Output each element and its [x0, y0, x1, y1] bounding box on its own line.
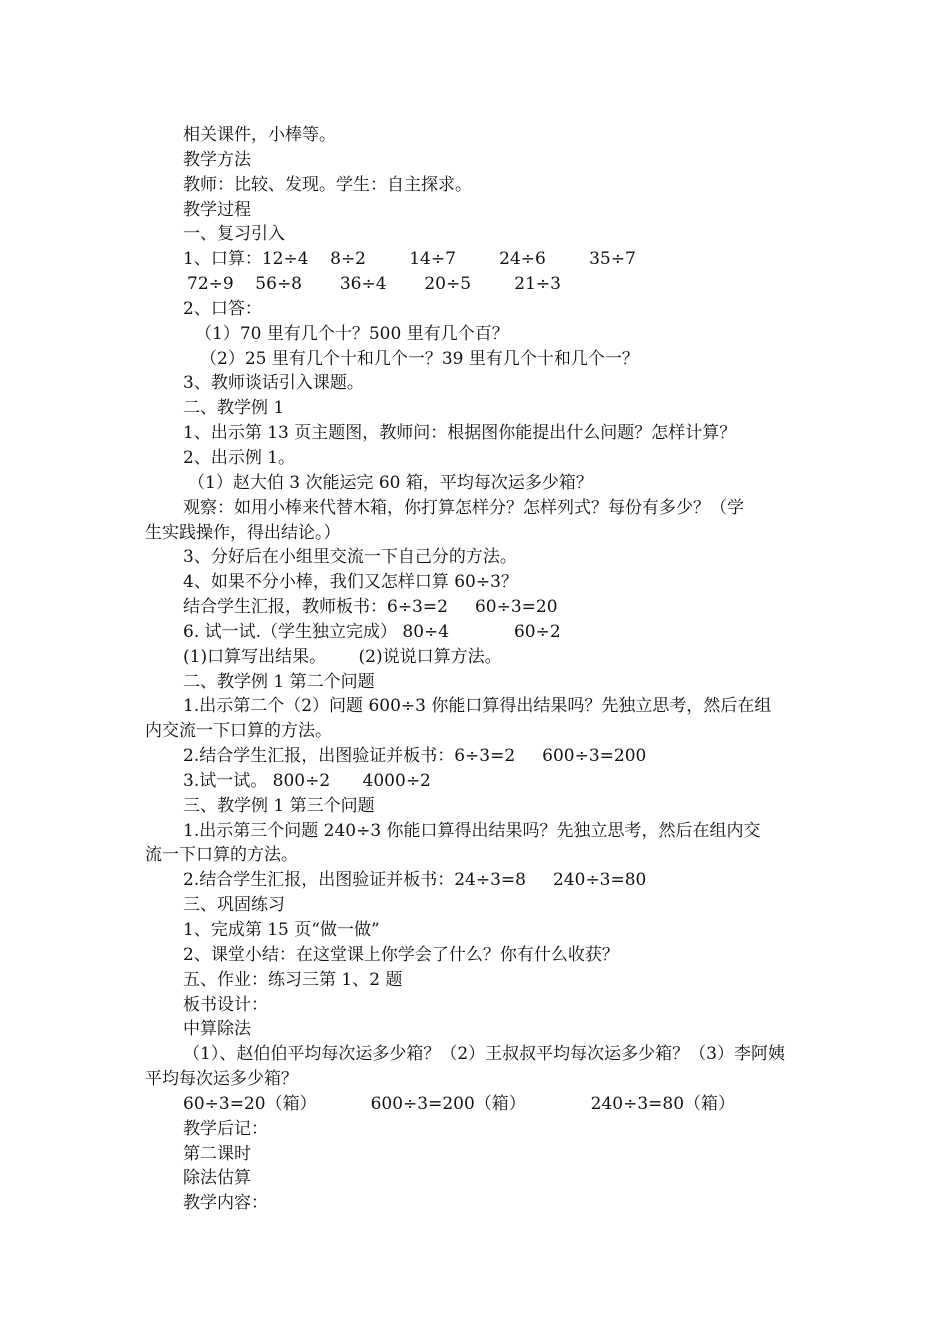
- text-line: 三、教学例 1 第三个问题: [183, 795, 375, 816]
- text-line: 三、巩固练习: [183, 895, 285, 916]
- text-line: （1）赵大伯 3 次能运完 60 箱，平均每次运多少箱？: [188, 472, 593, 493]
- text-line: （1）、赵伯伯平均每次运多少箱？（2）王叔叔平均每次运多少箱？（3）李阿姨: [183, 1044, 785, 1065]
- text-line: 二、教学例 1 第二个问题: [183, 671, 375, 692]
- text-line: 教学方法: [183, 149, 251, 170]
- text-line: 平均每次运多少箱？: [145, 1069, 298, 1090]
- text-line: 1、完成第 15 页“做一做”: [183, 920, 380, 940]
- text-line: 2、出示例 1。: [183, 447, 296, 468]
- document-body: [145, 123, 810, 1216]
- text-line: 五、作业：练习三第 1、2 题: [183, 969, 403, 990]
- text-line: 1、口算：12÷4 8÷2 14÷7 24÷6 35÷7: [183, 249, 636, 270]
- text-line: 2.结合学生汇报，出图验证并板书：24÷3=8 240÷3=80: [183, 870, 647, 891]
- text-line: 72÷9 56÷8 36÷4 20÷5 21÷3: [187, 274, 561, 295]
- text-line: 观察：如用小棒来代替木箱，你打算怎样分？怎样列式？每份有多少？（学: [183, 497, 744, 518]
- text-line: 3.试一试。 800÷2 4000÷2: [183, 770, 431, 791]
- text-line: 教学后记：: [183, 1118, 268, 1139]
- text-line: 1.出示第二个（2）问题 600÷3 你能口算得出结果吗？先独立思考，然后在组: [183, 696, 772, 717]
- text-line: 60÷3=20（箱） 600÷3=200（箱） 240÷3=80（箱）: [183, 1093, 736, 1114]
- text-line: 3、教师谈话引入课题。: [183, 373, 364, 394]
- text-line: 6. 试一试.（学生独立完成） 80÷4 60÷2: [183, 621, 561, 642]
- text-line: 教学过程: [183, 199, 251, 220]
- text-line: 结合学生汇报，教师板书：6÷3=2 60÷3=20: [183, 597, 558, 618]
- text-line: 4、如果不分小棒，我们又怎样口算 60÷3？: [183, 572, 518, 593]
- text-line: 流一下口算的方法。: [145, 845, 298, 866]
- text-line: 教师：比较、发现。学生：自主探求。: [183, 174, 472, 195]
- text-line: 板书设计：: [183, 994, 268, 1015]
- text-line: 内交流一下口算的方法。: [145, 721, 332, 742]
- text-line: 3、分好后在小组里交流一下自己分的方法。: [183, 547, 517, 568]
- text-line: 相关课件，小棒等。: [183, 125, 336, 145]
- text-line: 1.出示第三个问题 240÷3 你能口算得出结果吗？先独立思考，然后在组内交: [183, 820, 761, 841]
- text-line: 第二课时: [183, 1143, 251, 1164]
- text-line: （1）70 里有几个十？500 里有几个百？: [195, 323, 509, 344]
- text-line: 2.结合学生汇报，出图验证并板书：6÷3=2 600÷3=200: [183, 746, 647, 767]
- text-line: 一、复习引入: [183, 224, 285, 245]
- text-line: 教学内容：: [183, 1193, 268, 1214]
- text-line: 2、口答：: [183, 298, 262, 319]
- text-line: 除法估算: [183, 1168, 251, 1189]
- text-line: 中算除法: [183, 1019, 251, 1040]
- text-line: 1、出示第 13 页主题图，教师问：根据图你能提出什么问题？怎样计算？: [183, 423, 737, 444]
- text-line: 生实践操作，得出结论。）: [145, 522, 341, 543]
- text-line: （2）25 里有几个十和几个一？39 里有几个十和几个一？: [200, 348, 639, 369]
- text-line: (1)口算写出结果。 (2)说说口算方法。: [183, 646, 502, 667]
- text-line: 二、教学例 1: [183, 398, 285, 419]
- text-line: 2、课堂小结：在这堂课上你学会了什么？你有什么收获？: [183, 944, 619, 965]
